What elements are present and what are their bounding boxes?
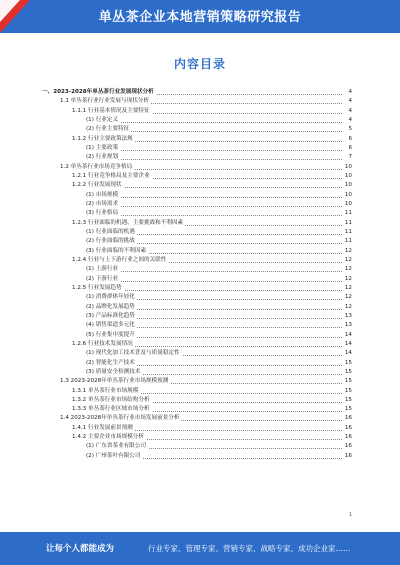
toc-entry-page: 4 — [346, 88, 352, 97]
toc-entry-text: (2) 行业主要特征 — [42, 126, 131, 132]
toc-entry[interactable] — [42, 368, 352, 377]
toc-entry-page: 15 — [343, 396, 352, 405]
toc-entry-text: (5) 行业集中度提升 — [42, 332, 137, 338]
toc-entry-text: 1.4.2 主要企业市场规模分析 — [42, 434, 146, 440]
toc-entry-text: 1.2.2 行业发展现状 — [42, 182, 124, 188]
toc-entry-page: 10 — [343, 181, 352, 190]
toc-entry-text: 1.4 2023-2028年单丛茶行业市场发展前景分析 — [42, 415, 181, 421]
toc-entry-page: 10 — [343, 172, 352, 181]
toc-entry-text: (3) 产品标准化趋势 — [42, 313, 137, 319]
toc-entry[interactable] — [42, 433, 352, 442]
toc-entry-text: (1) 行业定义 — [42, 117, 120, 123]
toc-entry[interactable] — [42, 331, 352, 340]
toc-entry[interactable] — [42, 349, 352, 358]
toc-entry-text: (2) 行业规划 — [42, 154, 120, 160]
toc-entry-text: 1.4.1 行业发展前景预测 — [42, 425, 135, 431]
toc-entry[interactable] — [42, 265, 352, 274]
toc-entry-text: (1) 上游行业 — [42, 266, 120, 272]
toc-entry-page: 15 — [343, 377, 352, 386]
toc-entry-page: 13 — [343, 312, 352, 321]
toc-entry[interactable] — [42, 125, 352, 134]
toc-entry-page: 5 — [346, 125, 352, 134]
toc-entry-page: 16 — [343, 452, 352, 461]
toc-entry[interactable] — [42, 256, 352, 265]
report-title: 单丛茶企业本地营销策略研究报告 — [98, 10, 302, 25]
toc-entry-page: 12 — [343, 303, 352, 312]
toc-entry[interactable] — [42, 153, 352, 162]
toc-entry[interactable] — [42, 396, 352, 405]
toc-entry-page: 11 — [343, 237, 352, 246]
toc-entry[interactable] — [42, 303, 352, 312]
page-number: 1 — [348, 512, 352, 518]
toc-entry[interactable] — [42, 163, 352, 172]
toc-entry-text: (3) 质量安全检测技术 — [42, 369, 142, 375]
toc-entry-page: 11 — [343, 209, 352, 218]
toc-entry-text: 1.2 单丛茶行业市场竞争格局 — [42, 164, 134, 170]
toc-entry[interactable] — [42, 414, 352, 423]
toc-entry[interactable] — [42, 321, 352, 330]
toc-entry-page: 10 — [343, 163, 352, 172]
toc-entry-page: 12 — [343, 293, 352, 302]
toc-entry-text: (1) 市场规模 — [42, 192, 120, 198]
toc-entry[interactable] — [42, 293, 352, 302]
toc-entry-text: (2) 品牌化发展趋势 — [42, 304, 137, 310]
toc-entry-text: 1.3.2 单丛茶行业市场结构分析 — [42, 397, 152, 403]
toc-entry-text: (1) 主要政策 — [42, 145, 120, 151]
toc-entry[interactable] — [42, 424, 352, 433]
toc-entry-text: (2) 行业面临的挑战 — [42, 238, 137, 244]
toc-entry-text: 1.2.6 行业技术发展情况 — [42, 341, 135, 347]
toc-entry[interactable] — [42, 191, 352, 200]
toc-entry-text: 1.2.5 行业发展趋势 — [42, 285, 124, 291]
toc-entry-text: (3) 行业面临的不利因素 — [42, 248, 148, 254]
toc-entry[interactable] — [42, 181, 352, 190]
toc-entry-text: 1.2.1 行业竞争格局及主要企业 — [42, 173, 152, 179]
toc-entry-page: 14 — [343, 340, 352, 349]
toc-entry-text: 1.3 2023-2028年单丛茶行业市场规模预测 — [42, 378, 170, 384]
toc-entry[interactable] — [42, 247, 352, 256]
toc-entry-text: (1) 消费群体年轻化 — [42, 294, 137, 300]
toc-entry-page: 12 — [343, 247, 352, 256]
toc-entry-page: 14 — [343, 349, 352, 358]
toc-entry[interactable] — [42, 219, 352, 228]
toc-entry-page: 16 — [343, 424, 352, 433]
toc-entry-page: 15 — [343, 405, 352, 414]
report-header — [0, 0, 400, 33]
toc-entry-page: 15 — [343, 387, 352, 396]
toc-entry-text: 1.2.3 行业面临的机遇、主要挑战和不利因素 — [42, 220, 185, 226]
toc-entry-text: (1) 行业面临的机遇 — [42, 229, 137, 235]
toc-entry-page: 11 — [343, 219, 352, 228]
toc-entry[interactable] — [42, 377, 352, 386]
toc-entry[interactable] — [42, 284, 352, 293]
toc-entry-page: 16 — [343, 442, 352, 451]
toc-entry-text: (3) 行业格局 — [42, 210, 120, 216]
toc-title: 内容目录 — [173, 57, 226, 71]
toc-entry[interactable] — [42, 97, 352, 106]
toc-entry-text: 一、2023-2028年单丛茶行业发展现状分析 — [42, 89, 154, 95]
toc-entry[interactable] — [42, 387, 352, 396]
toc-entry[interactable] — [42, 359, 352, 368]
toc-entry-text: 1.2.4 行业与上下游行业之间的关联性 — [42, 257, 168, 263]
toc-entry-page: 4 — [346, 116, 352, 125]
toc-entry[interactable] — [42, 275, 352, 284]
toc-entry[interactable] — [42, 405, 352, 414]
toc-entry-page: 6 — [346, 144, 352, 153]
toc-entry-page: 10 — [343, 191, 352, 200]
toc-entry-page: 13 — [343, 321, 352, 330]
toc-entry-text: 1.1.1 行业基本情况及主要特征 — [42, 108, 152, 114]
report-footer — [0, 532, 400, 565]
toc-entry[interactable] — [42, 452, 352, 461]
toc-entry-text: 1.3.1 单丛茶行业市场规模 — [42, 388, 140, 394]
toc-entry-page: 11 — [343, 228, 352, 237]
toc-entry[interactable] — [42, 237, 352, 246]
toc-entry-page: 15 — [343, 359, 352, 368]
toc-entry-page: 12 — [343, 265, 352, 274]
toc-entry-text: (2) 下游行业 — [42, 276, 120, 282]
toc-entry-text: (2) 市场需求 — [42, 201, 120, 207]
toc-entry[interactable] — [42, 312, 352, 321]
toc-entry[interactable] — [42, 228, 352, 237]
toc-entry-text: (2) 智能化生产技术 — [42, 360, 137, 366]
toc-entry-page: 6 — [346, 135, 352, 144]
toc-entry[interactable] — [42, 209, 352, 218]
toc-entry-page: 4 — [346, 107, 352, 116]
toc-entry[interactable] — [42, 340, 352, 349]
toc-entry-page: 10 — [343, 200, 352, 209]
toc-entry-text: (1) 现代化加工技术普及与质量稳定性 — [42, 350, 182, 356]
toc-entry-text: (4) 销售渠道多元化 — [42, 322, 137, 328]
toc-entry[interactable] — [42, 442, 352, 451]
toc-entry-text: (1) 广东省茶业有限公司 — [42, 443, 148, 449]
toc-entry-text: 1.1.2 行业主要政策法规 — [42, 136, 135, 142]
table-of-contents — [42, 88, 352, 461]
toc-entry-page: 4 — [346, 97, 352, 106]
toc-entry-page: 16 — [343, 414, 352, 423]
footer-roles: 行业专家、管理专家、营销专家、战略专家、成功企业家…… — [148, 544, 351, 553]
toc-entry[interactable] — [42, 144, 352, 153]
toc-entry[interactable] — [42, 200, 352, 209]
toc-entry-page: 12 — [343, 256, 352, 265]
toc-entry-page: 15 — [343, 368, 352, 377]
toc-entry-text: (2) 广州茶叶有限公司 — [42, 453, 142, 459]
toc-entry-page: 7 — [346, 153, 352, 162]
toc-entry-text: 1.3.3 单丛茶行业区域市场分析 — [42, 406, 152, 412]
toc-entry[interactable] — [42, 107, 352, 116]
toc-entry[interactable] — [42, 88, 352, 97]
toc-entry-text: 1.1 单丛茶行业行业发展与现状分析 — [42, 98, 151, 104]
toc-entry-page: 14 — [343, 331, 352, 340]
footer-slogan: 让每个人都能成为 — [46, 544, 115, 554]
toc-entry[interactable] — [42, 172, 352, 181]
toc-entry-page: 12 — [343, 284, 352, 293]
toc-entry-page: 16 — [343, 433, 352, 442]
toc-entry[interactable] — [42, 116, 352, 125]
toc-entry-page: 12 — [343, 275, 352, 284]
toc-entry[interactable] — [42, 135, 352, 144]
